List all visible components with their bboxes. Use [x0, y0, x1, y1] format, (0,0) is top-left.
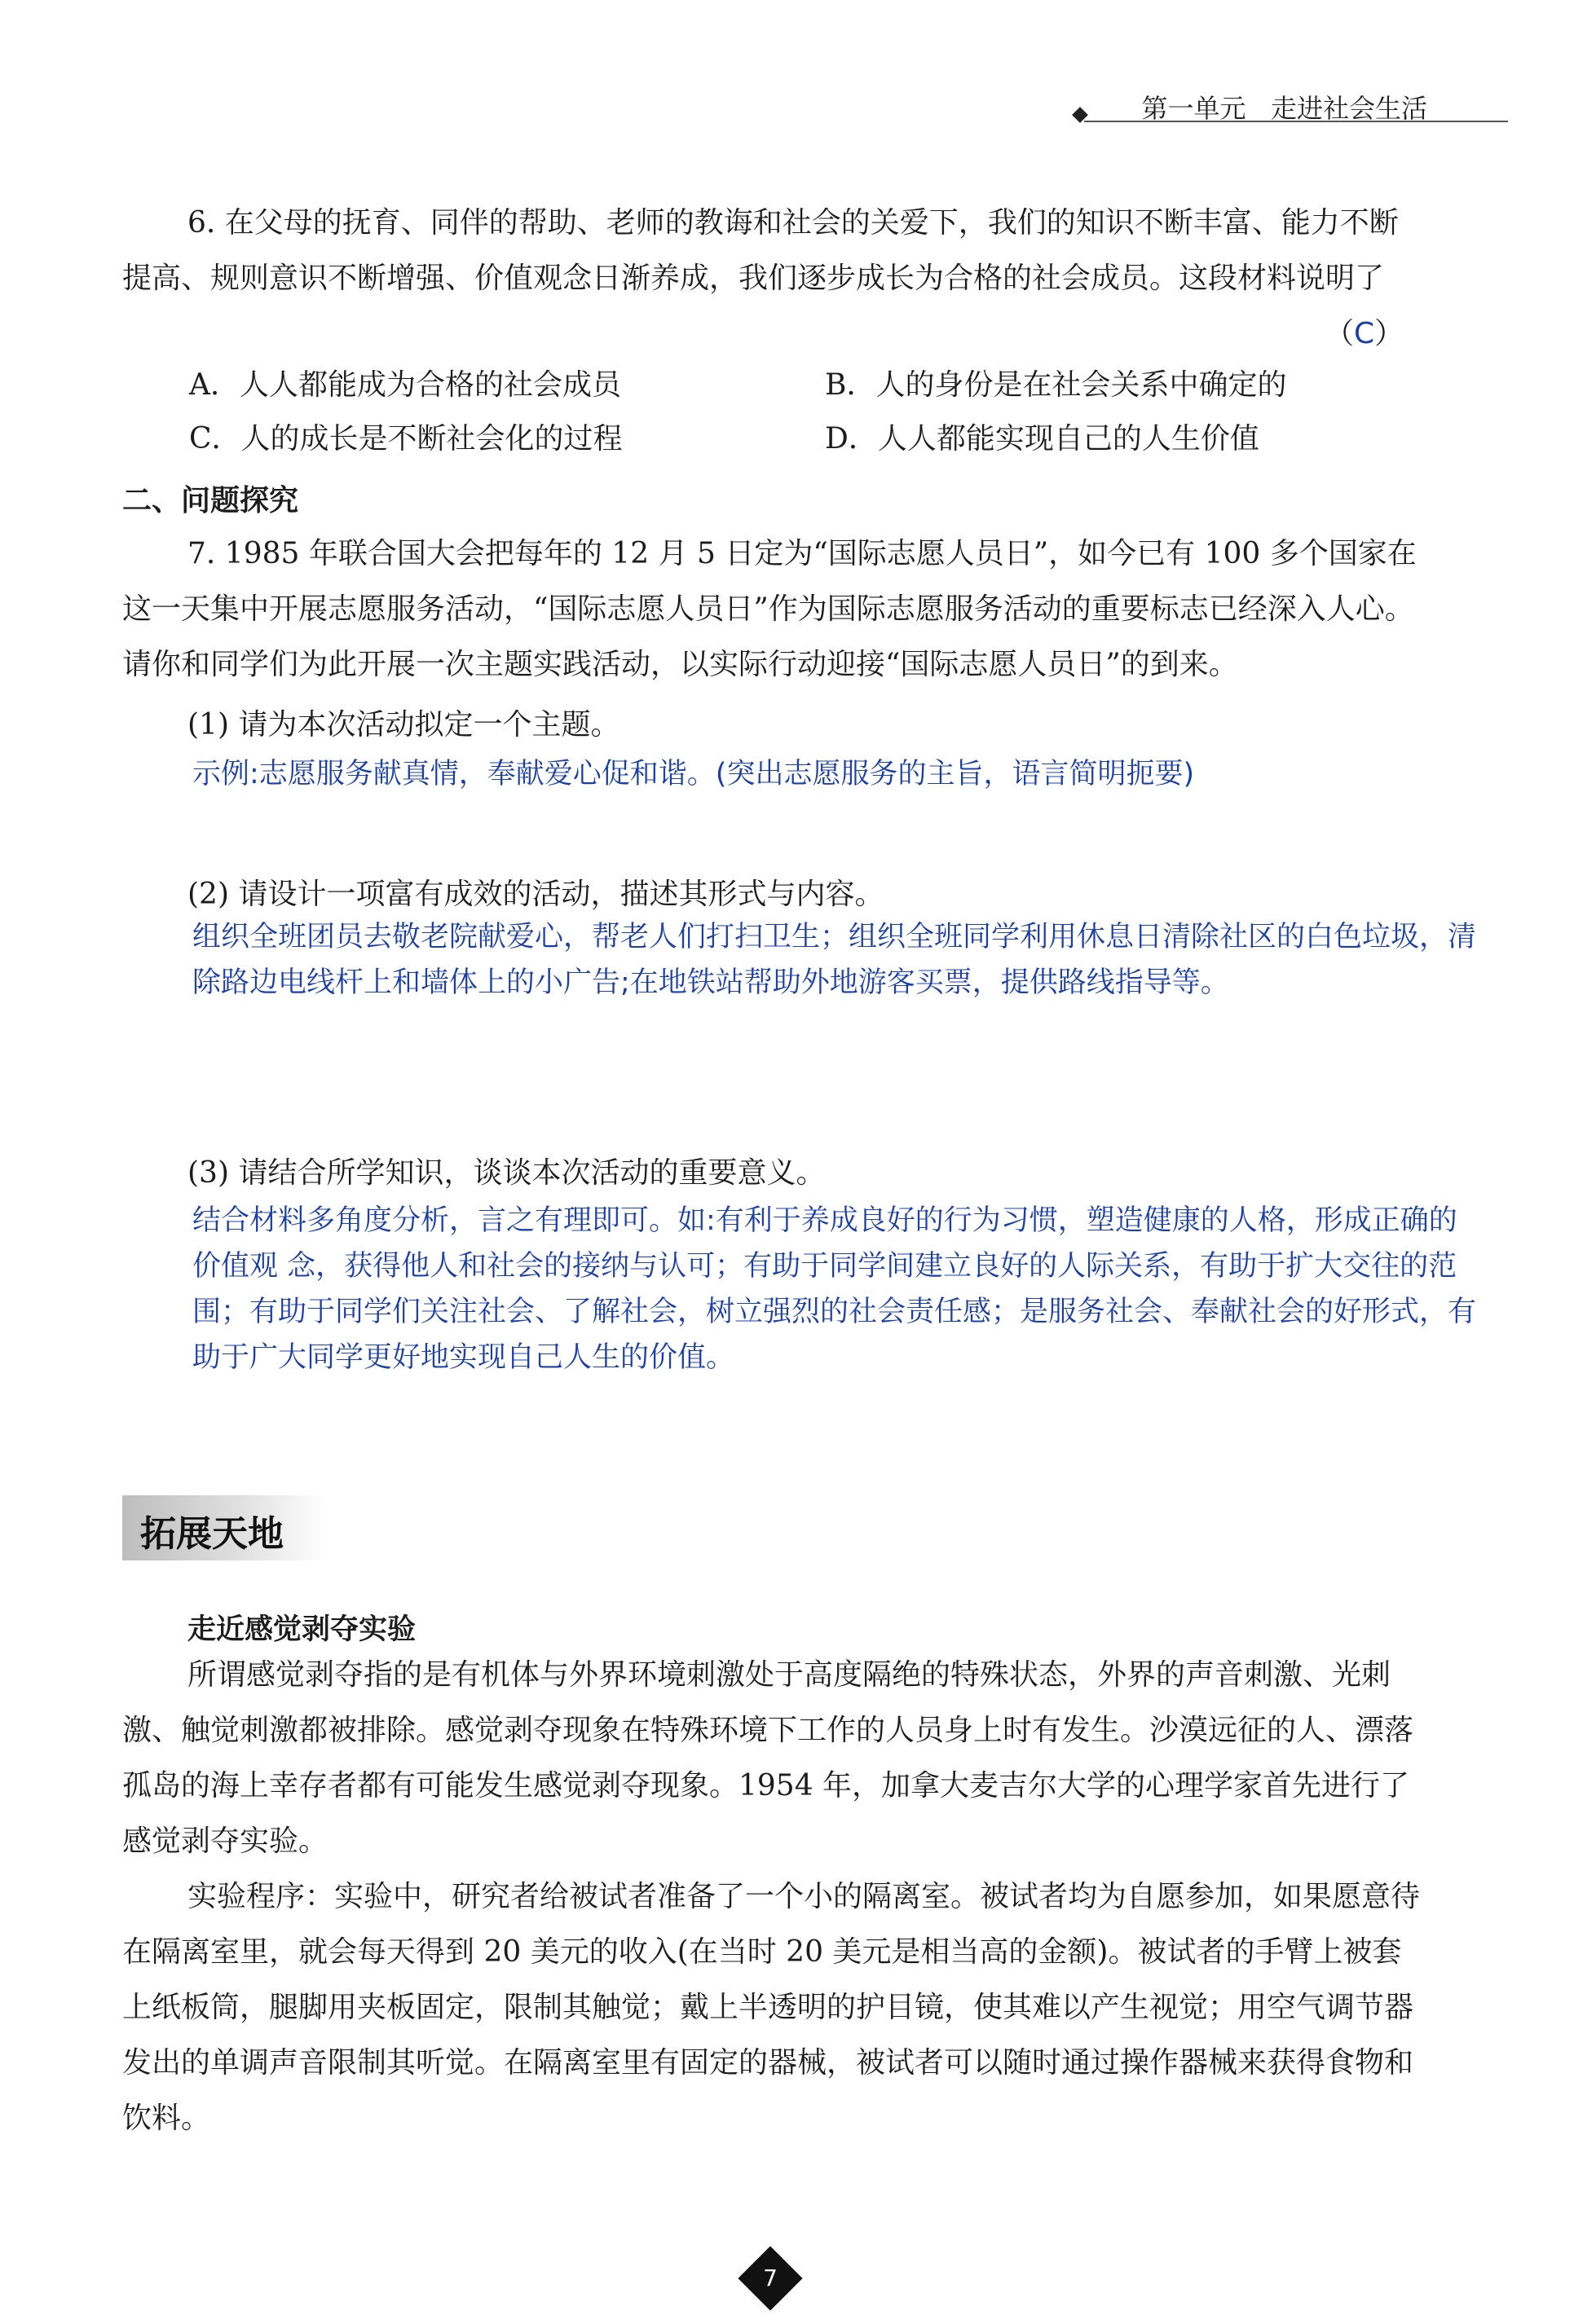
question-6 [122, 196, 1426, 306]
question-7-sub2: (2) 请设计一项富有成效的活动，描述其形式与内容。 [187, 878, 884, 911]
bracket-open: （ [1325, 317, 1355, 350]
question-6-text: 6. 在父母的抚育、同伴的帮助、老师的教诲和社会的关爱下，我们的知识不断丰富、能力不断提高、规则意识不断增强、价值观念日渐养成，我们逐步成长为合格的社会成员。这段材料说明了 [122, 206, 1399, 295]
running-header [1141, 88, 1427, 125]
extension-title: 拓展天地 [140, 1513, 284, 1555]
option-c: C．人的成长是不断社会化的过程 [189, 422, 623, 456]
question-7-sub1-answer: 示例:志愿服务献真情，奉献爱心促和谐。(突出志愿服务的主旨，语言简明扼要) [192, 758, 1195, 790]
page-number: 7 [763, 2265, 778, 2291]
question-7-sub2-answer: 组织全班团员去敬老院献爱心，帮老人们打扫卫生；组织全班同学利用休息日清除社区的白色垃圾，清除路边电线杆上和墙体上的小广告;在地铁站帮助外地游客买票，提供路线指导等。 [192, 921, 1477, 999]
option-a: A．人人都能成为合格的社会成员 [189, 368, 621, 402]
extension-subtitle: 走近感觉剥夺实验 [187, 1613, 417, 1646]
option-d: D．人人都能实现自己的人生价值 [825, 422, 1259, 456]
option-b: B．人的身份是在社会关系中确定的 [825, 368, 1287, 402]
question-6-answer: C [1354, 317, 1375, 350]
header-unit: 第一单元 [1141, 93, 1246, 124]
question-7-sub3-answer: 结合材料多角度分析，言之有理即可。如:有利于养成良好的行为习惯，塑造健康的人格，形成正确的价值观 念，获得他人和社会的接纳与认可；有助于同学间建立良好的人际关系，有助于扩大交往的范围；有助于同学们关注社会、了解社会，树立强烈的社会责任感；是服务社会、奉献社会的好形式，有助于广大同学更好地实现自己人生的价值。 [192, 1204, 1477, 1374]
question-6-answer-bracket [1325, 306, 1404, 362]
question-7-stem: 7. 1985 年联合国大会把每年的 12 月 5 日定为“国际志愿人员日”，如今已有 100 多个国家在这一天集中开展志愿服务活动，“国际志愿人员日”作为国际志愿服务活动的重要标志已经深入人心。请你和同学们为此开展一次主题实践活动，以实际行动迎接“国际志愿人员日”的到来。 [122, 537, 1417, 681]
bracket-close: ） [1374, 317, 1404, 350]
extension-paragraph-1: 所谓感觉剥夺指的是有机体与外界环境刺激处于高度隔绝的特殊状态，外界的声音刺激、光刺激、触觉刺激都被排除。感觉剥夺现象在特殊环境下工作的人员身上时有发生。沙漠远征的人、漂落孤岛的海上幸存者都有可能发生感觉剥夺现象。1954 年，加拿大麦吉尔大学的心理学家首先进行了感觉剥夺实验。 [122, 1658, 1414, 1858]
page-number-badge [738, 2246, 802, 2310]
section-title: 二、问题探究 [122, 484, 299, 517]
header-title: 走进社会生活 [1270, 93, 1427, 124]
question-7-sub3: (3) 请结合所学知识，谈谈本次活动的重要意义。 [187, 1156, 826, 1190]
extension-paragraph-2: 实验程序：实验中，研究者给被试者准备了一个小的隔离室。被试者均为自愿参加，如果愿意待在隔离室里，就会每天得到 20 美元的收入(在当时 20 美元是相当高的金额)。被试者的手臂上被套上纸板筒，腿脚用夹板固定，限制其触觉；戴上半透明的护目镜，使其难以产生视觉；用空气调节器发出的单调声音限制其听觉。在隔离室里有固定的器械，被试者可以随时通过操作器械来获得食物和饮料。 [122, 1880, 1421, 2135]
question-7-sub1: (1) 请为本次活动拟定一个主题。 [187, 708, 620, 742]
